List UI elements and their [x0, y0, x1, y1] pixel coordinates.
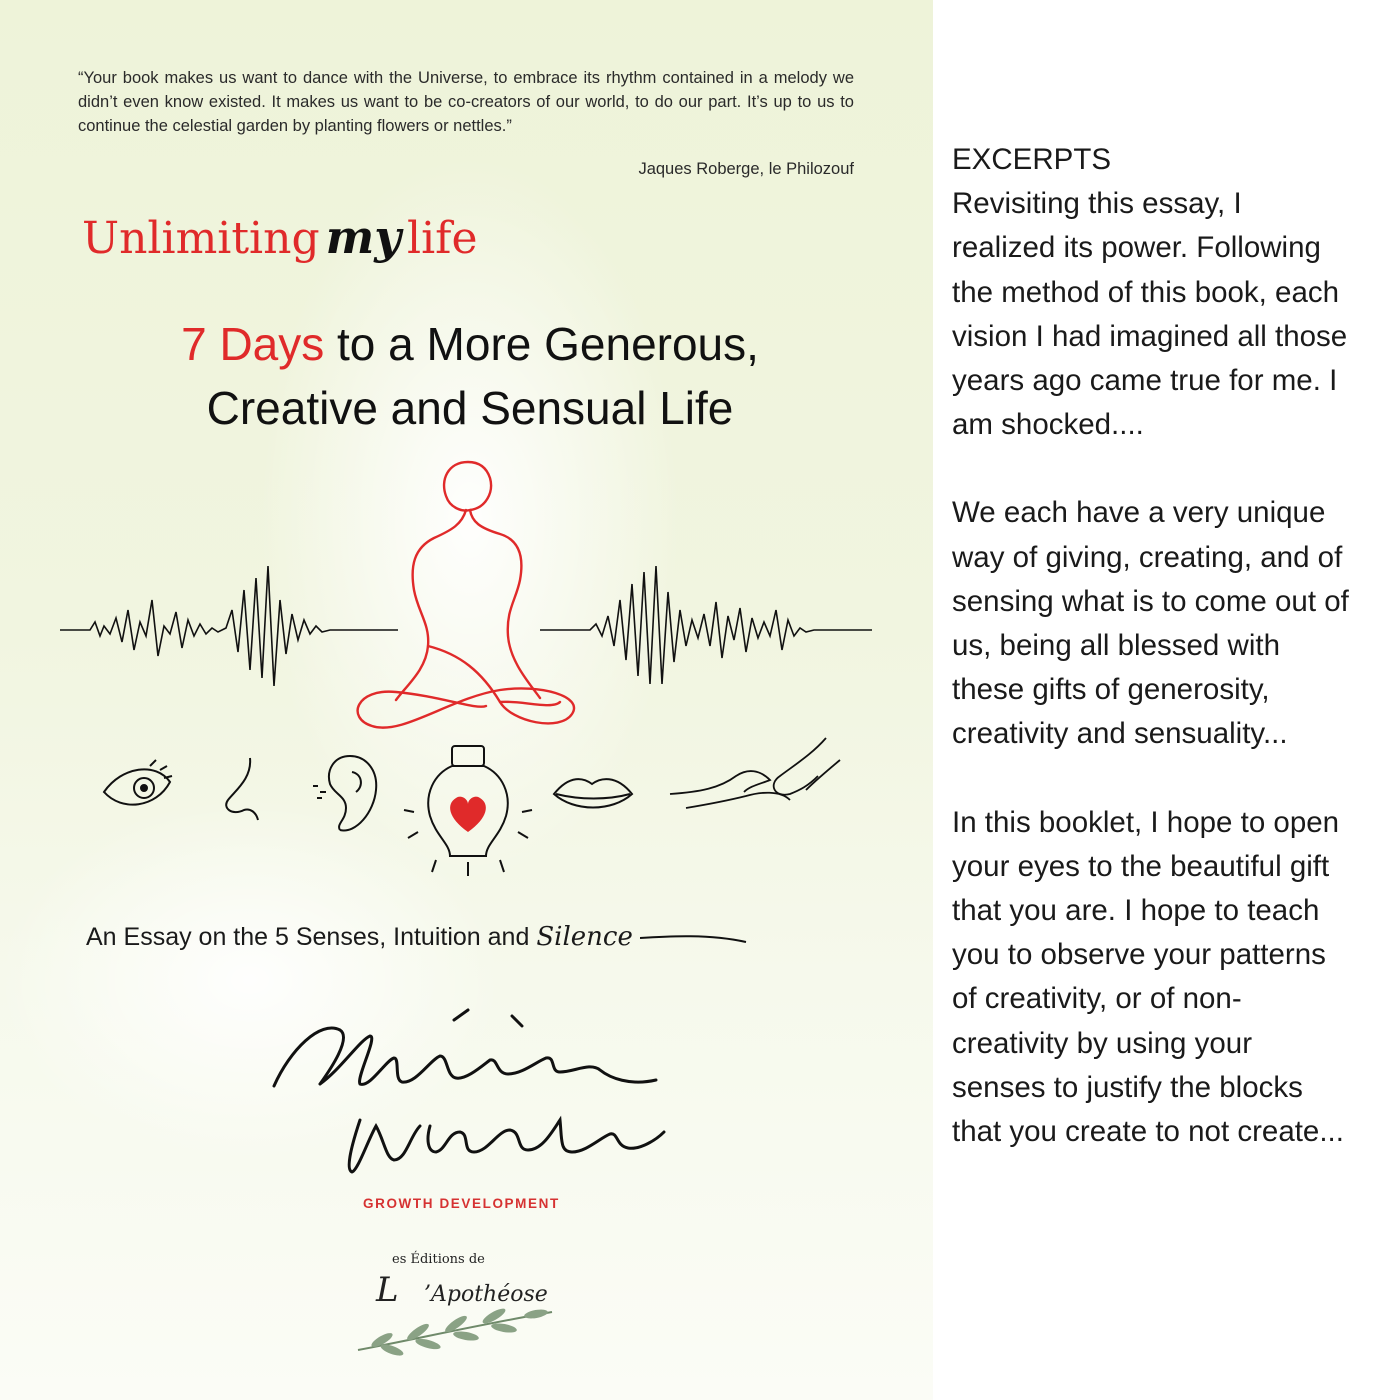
excerpt-heading: EXCERPTS — [952, 143, 1112, 176]
hands-touch-icon — [670, 738, 840, 808]
cover-quote: “Your book makes us want to dance with the Universe, to embrace its rhythm contained in a melody we didn’t even know existed. It makes us want to be co-creators of our world, to do our part. It’s up to us to continue the celestial garden by planting flowers or nettles.” — [78, 69, 854, 135]
nose-icon — [226, 758, 258, 820]
excerpt-panel — [952, 138, 1352, 1154]
eye-icon — [104, 760, 172, 805]
underline-flourish — [640, 930, 750, 946]
publisher-name: ’Apothéose — [424, 1282, 548, 1307]
olive-branch-icon — [352, 1306, 572, 1356]
title-word-life: life — [407, 213, 478, 264]
title-word-unlimiting: Unlimiting — [82, 213, 320, 264]
publisher-logo — [352, 1244, 572, 1354]
essay-subtitle — [86, 922, 750, 952]
subtitle-line1: to a More Generous, — [324, 318, 759, 370]
heartbeat-wave-icon — [60, 566, 398, 686]
meditation-figure-icon — [358, 462, 574, 728]
essay-script-word: Silence — [536, 922, 633, 952]
title-word-my: my — [325, 210, 402, 264]
book-subtitle — [100, 312, 840, 440]
subtitle-line2: Creative and Sensual Life — [206, 382, 734, 434]
cover-illustration — [0, 440, 933, 880]
excerpt-paragraph-1: Revisiting this essay, I realized its power. Following the method of this book, each vision I had imagined all those years ago came true for me. I am shocked.... — [952, 187, 1348, 442]
book-title — [82, 210, 478, 264]
excerpt-paragraph-3: In this booklet, I hope to open your eyes to the beautiful gift that you are. I hope to teach you to observe your patterns of creativity, or of non-creativity by using your senses to justify the blocks that you create to not create... — [952, 805, 1344, 1149]
essay-text: An Essay on the 5 Senses, Intuition and — [86, 923, 530, 951]
subtitle-highlight: 7 Days — [181, 318, 325, 370]
lightbulb-heart-icon — [404, 746, 532, 876]
quote-author: Jaques Roberge, le Philozouf — [638, 160, 854, 178]
series-label: GROWTH DEVELOPMENT — [363, 1196, 560, 1211]
author-signature — [260, 1000, 680, 1190]
ear-icon — [313, 756, 376, 830]
excerpt-paragraph-2: We each have a very unique way of giving, creating, and of sensing what is to come out of us, being all blessed with these gifts of generosity, creativity and sensuality... — [952, 496, 1349, 751]
heartbeat-wave-icon — [540, 566, 872, 684]
publisher-initial: L — [376, 1270, 399, 1310]
publisher-small-text: es Éditions de — [392, 1252, 485, 1267]
lips-icon — [554, 779, 632, 807]
